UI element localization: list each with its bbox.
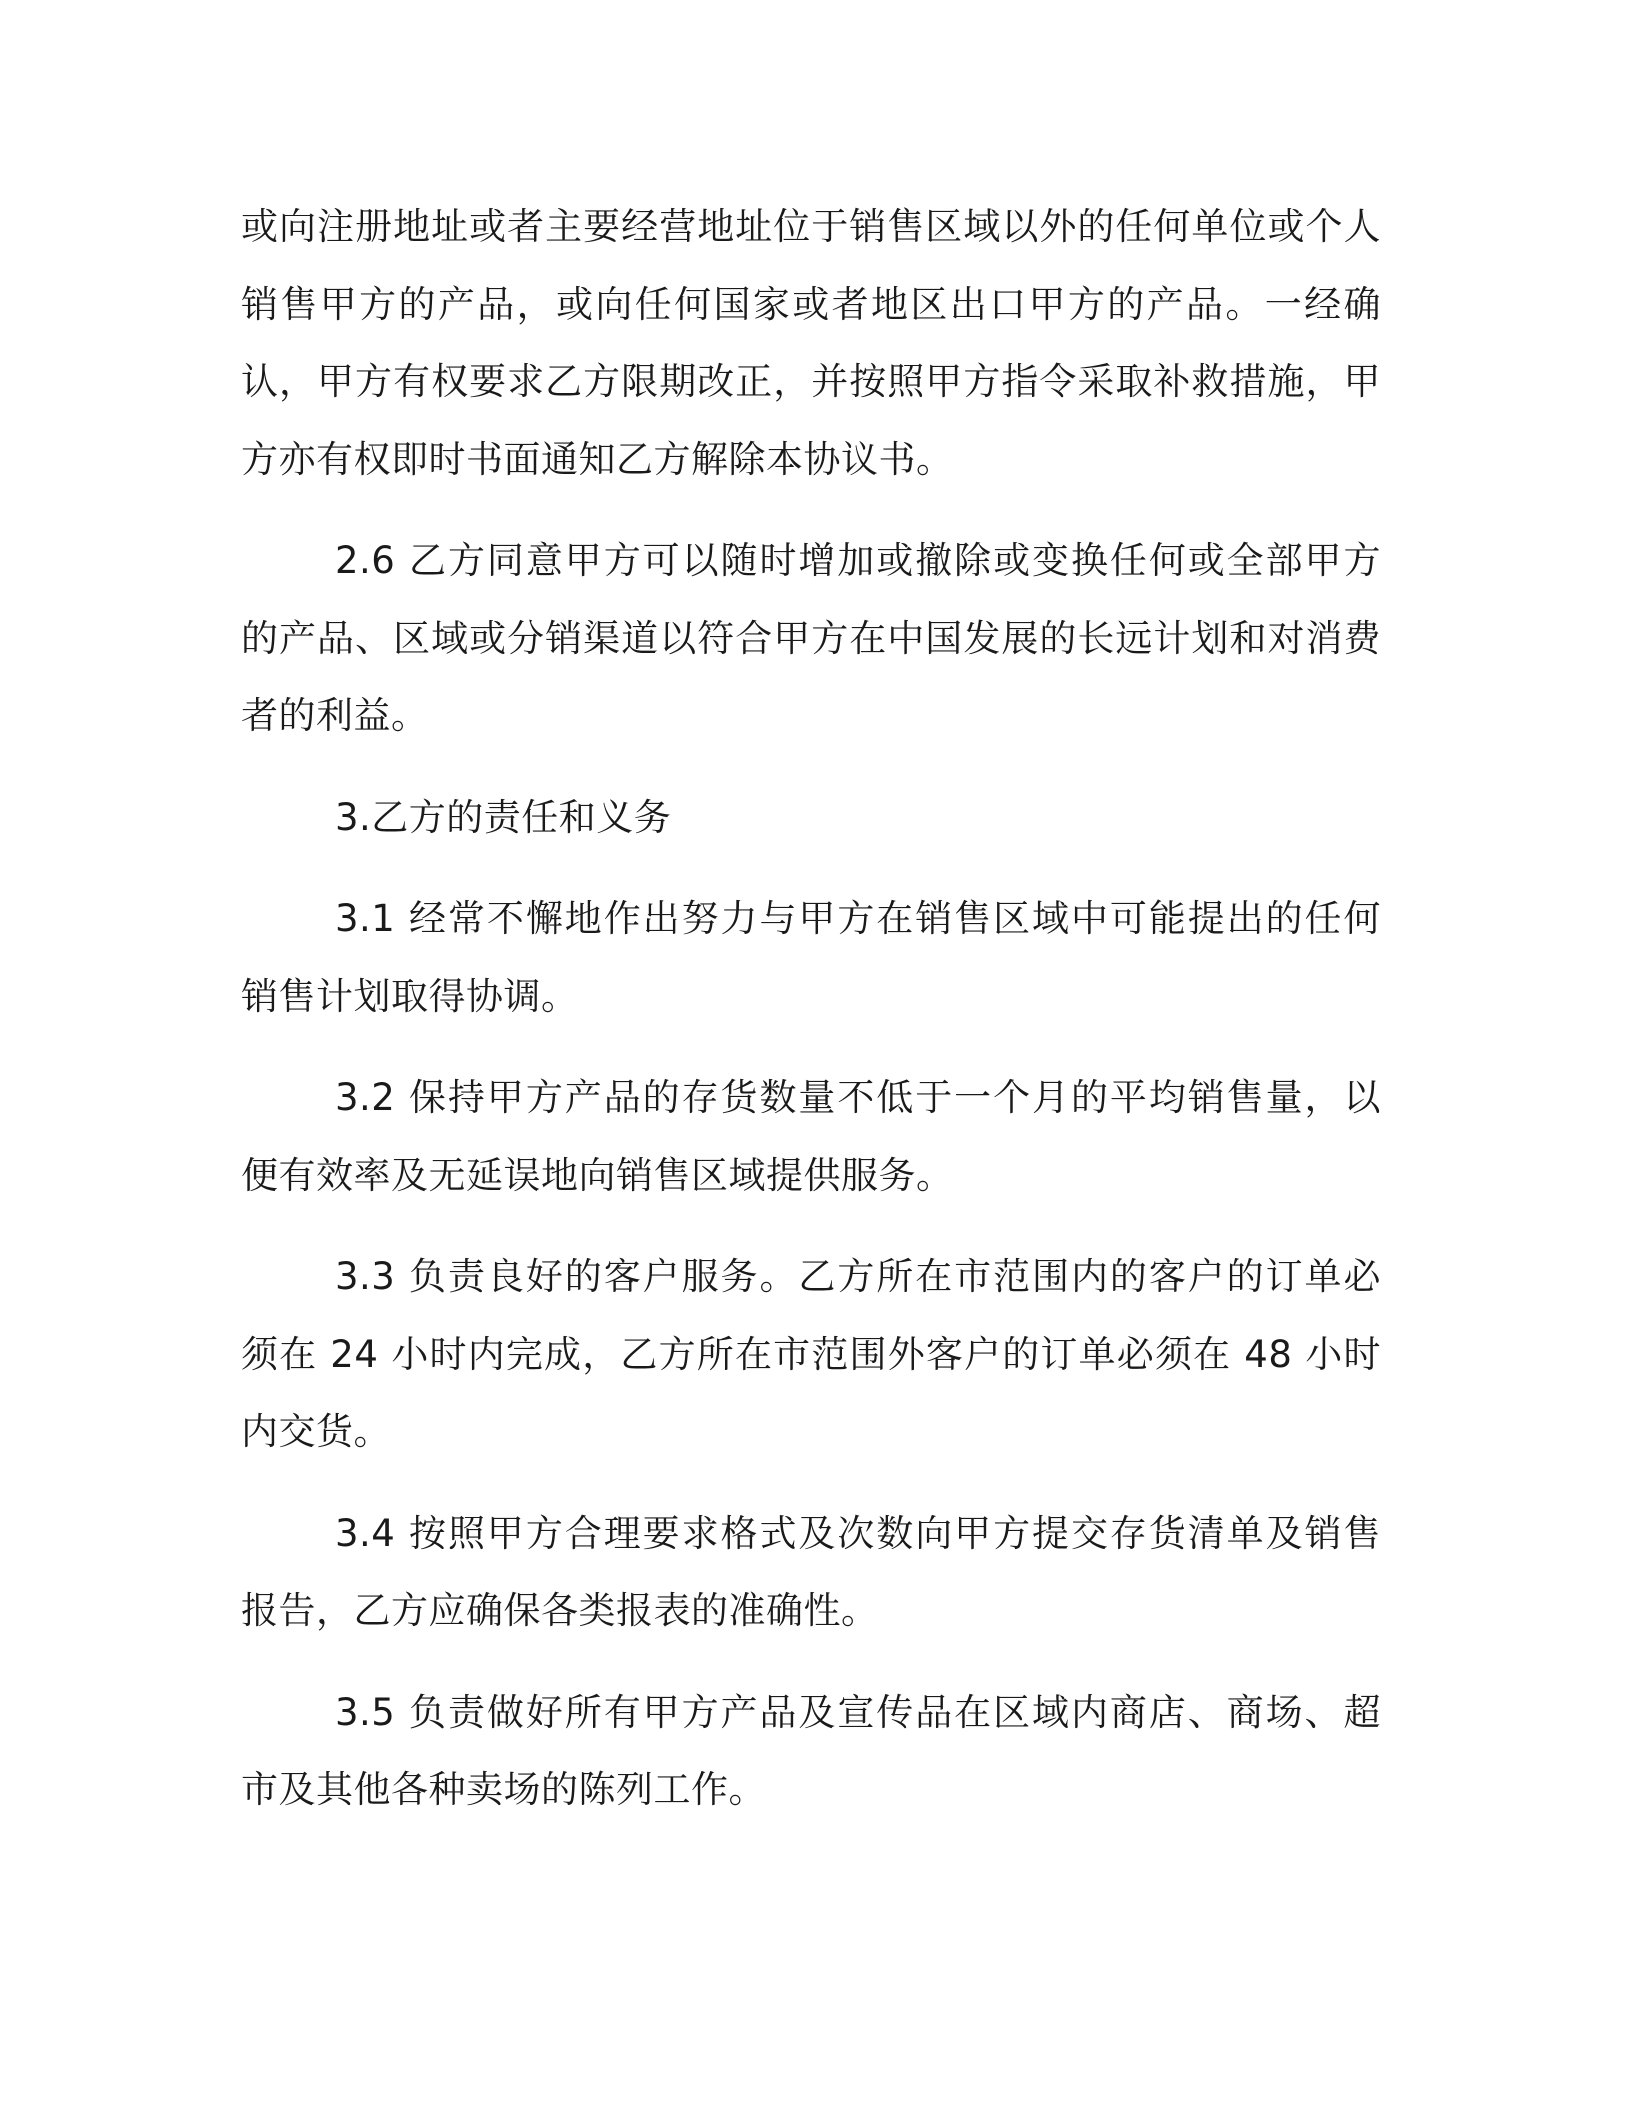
paragraph-3-2: 3.2 保持甲方产品的存货数量不低于一个月的平均销售量，以便有效率及无延误地向销售区域提供服务。: [241, 1076, 1381, 1197]
paragraph-3-4: 3.4 按照甲方合理要求格式及次数向甲方提交存货清单及销售报告，乙方应确保各类报表的准确性。: [241, 1511, 1381, 1632]
section-heading-3: 3.乙方的责任和义务: [335, 795, 672, 839]
paragraph-2-6: 2.6 乙方同意甲方可以随时增加或撤除或变换任何或全部甲方的产品、区域或分销渠道以符合甲方在中国发展的长远计划和对消费者的利益。: [241, 539, 1381, 737]
paragraph-continuation: 或向注册地址或者主要经营地址位于销售区域以外的任何单位或个人销售甲方的产品，或向任何国家或者地区出口甲方的产品。一经确认，甲方有权要求乙方限期改正，并按照甲方指令采取补救措施，甲方亦有权即时书面通知乙方解除本协议书。: [241, 205, 1381, 481]
paragraph-3-3: 3.3 负责良好的客户服务。乙方所在市范围内的客户的订单必须在 24 小时内完成，乙方所在市范围外客户的订单必须在 48 小时内交货。: [241, 1255, 1381, 1453]
paragraph-3-1: 3.1 经常不懈地作出努力与甲方在销售区域中可能提出的任何销售计划取得协调。: [241, 897, 1381, 1018]
document-body: [241, 188, 1381, 1853]
paragraph-3-5: 3.5 负责做好所有甲方产品及宣传品在区域内商店、商场、超市及其他各种卖场的陈列工作。: [241, 1690, 1381, 1811]
